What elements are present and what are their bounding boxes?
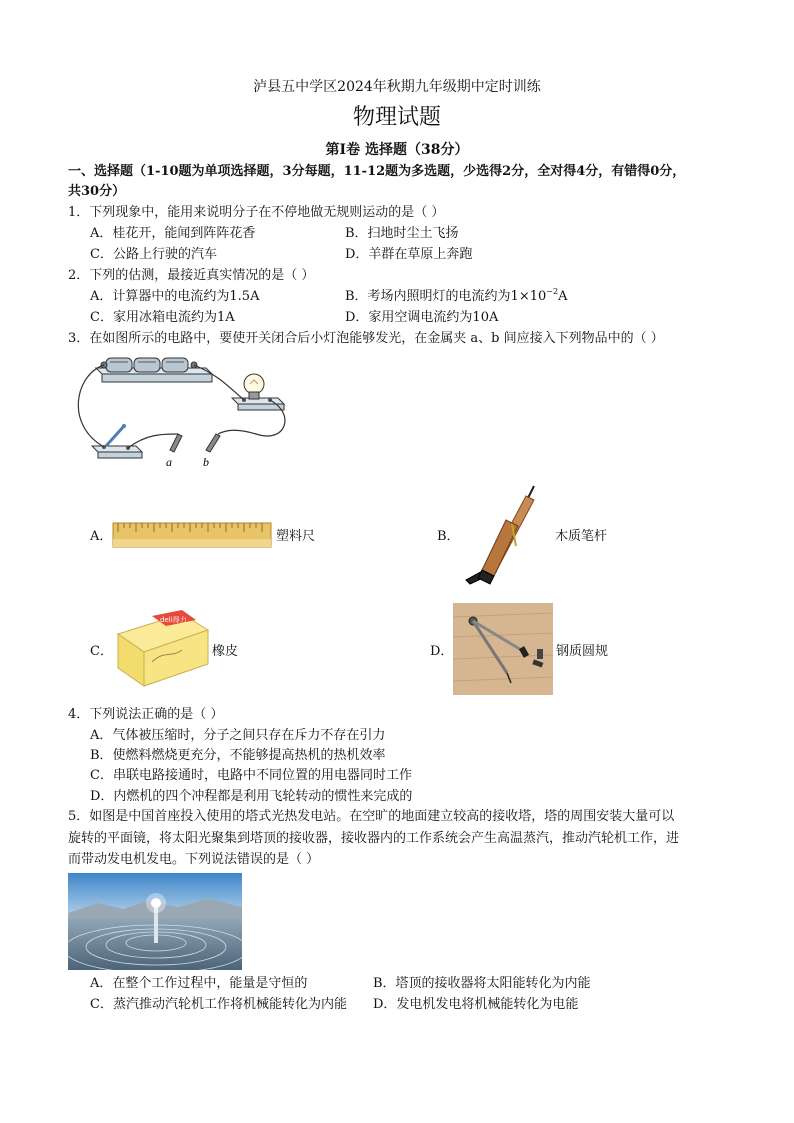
plastic-ruler-image [112, 522, 272, 548]
q3-option-b-letter: B． [437, 529, 460, 544]
q4-option-a: A．气体被压缩时，分子之间只存在斥力不存在引力 [90, 728, 386, 743]
q4-option-d: D．内燃机的四个冲程都是利用飞轮转动的惯性来完成的 [90, 789, 413, 804]
q2-option-c: C．家用冰箱电流约为1A [90, 310, 235, 325]
q2-option-b [345, 288, 567, 306]
q5-option-a: A．在整个工作过程中，能量是守恒的 [90, 976, 308, 991]
q2-option-b-exponent: −2 [546, 287, 559, 296]
steel-compass-image [453, 603, 553, 695]
q5-stem-line2: 旋转的平面镜，将太阳光聚集到塔顶的接收器，接收器内的工作系统会产生高温蒸汽，推动汽轮机工作，进 [68, 831, 680, 846]
section-heading-cont: 共30分） [68, 184, 126, 199]
q3-option-d-letter: D． [430, 644, 454, 659]
q3-option-a-letter: A． [90, 529, 113, 544]
q2-option-a: A．计算器中的电流约为1.5A [90, 289, 260, 304]
q5-option-c: C．蒸汽推动汽轮机工作将机械能转化为内能 [90, 997, 347, 1012]
battery-holder [96, 358, 212, 382]
eraser-image [112, 606, 212, 690]
section-heading: 一、选择题（1-10题为单项选择题，3分每题，11-12题为多选题，少选得2分，全对得4分，有错得0分， [68, 164, 686, 179]
q2-option-b-text: B．考场内照明灯的电流约为1×10 [345, 289, 547, 304]
q4-option-b: B．使燃料燃烧更充分，不能够提高热机的热机效率 [90, 748, 386, 763]
q3-option-a-label: 塑料尺 [276, 529, 316, 544]
eraser-brand-text: deli得力 [160, 616, 187, 624]
switch [92, 424, 142, 458]
q1-option-c: C．公路上行驶的汽车 [90, 247, 217, 262]
q3-option-d-label: 钢质圆规 [556, 644, 609, 659]
clip-b-label: b [203, 455, 209, 469]
page-title: 物理试题 [352, 105, 441, 130]
q3-option-c-letter: C． [90, 644, 113, 659]
wooden-pen-image [460, 484, 544, 588]
solar-tower-photo [68, 873, 242, 970]
q3-option-b-label: 木质笔杆 [555, 529, 608, 544]
q2-option-b-unit: A [558, 289, 568, 304]
part-title: 第Ⅰ卷 选择题（38分） [325, 142, 469, 158]
clip-b [206, 434, 220, 452]
q3-stem: 3．在如图所示的电路中，要使开关闭合后小灯泡能够发光，在金属夹 a、b 间应接入下列物品中的（ ） [68, 331, 664, 346]
q2-option-d: D．家用空调电流约为10A [345, 310, 499, 325]
q4-option-c: C．串联电路接通时，电路中不同位置的用电器同时工作 [90, 768, 412, 783]
q2-stem: 2．下列的估测，最接近真实情况的是（ ） [68, 268, 315, 283]
q5-stem-line1: 5．如图是中国首座投入使用的塔式光热发电站。在空旷的地面建立较高的接收塔，塔的周围安装大量可以 [68, 809, 675, 824]
q1-stem: 1．下列现象中，能用来说明分子在不停地做无规则运动的是（ ） [68, 205, 445, 220]
circuit-figure [66, 354, 316, 472]
clip-a [170, 434, 182, 452]
q5-option-d: D．发电机发电将机械能转化为电能 [373, 997, 579, 1012]
q3-option-c-label: 橡皮 [212, 644, 239, 659]
school-line: 泸县五中学区2024年秋期九年级期中定时训练 [253, 79, 541, 95]
q1-option-a: A．桂花开，能闻到阵阵花香 [90, 226, 256, 241]
q1-option-d: D．羊群在草原上奔跑 [345, 247, 473, 262]
q1-option-b: B．扫地时尘土飞扬 [345, 226, 459, 241]
q5-stem-line3: 而带动发电机发电。下列说法错误的是（ ） [68, 852, 320, 867]
clip-a-label: a [166, 455, 172, 469]
q5-option-b: B．塔顶的接收器将太阳能转化为内能 [373, 976, 591, 991]
q4-stem: 4．下列说法正确的是（ ） [68, 707, 224, 722]
